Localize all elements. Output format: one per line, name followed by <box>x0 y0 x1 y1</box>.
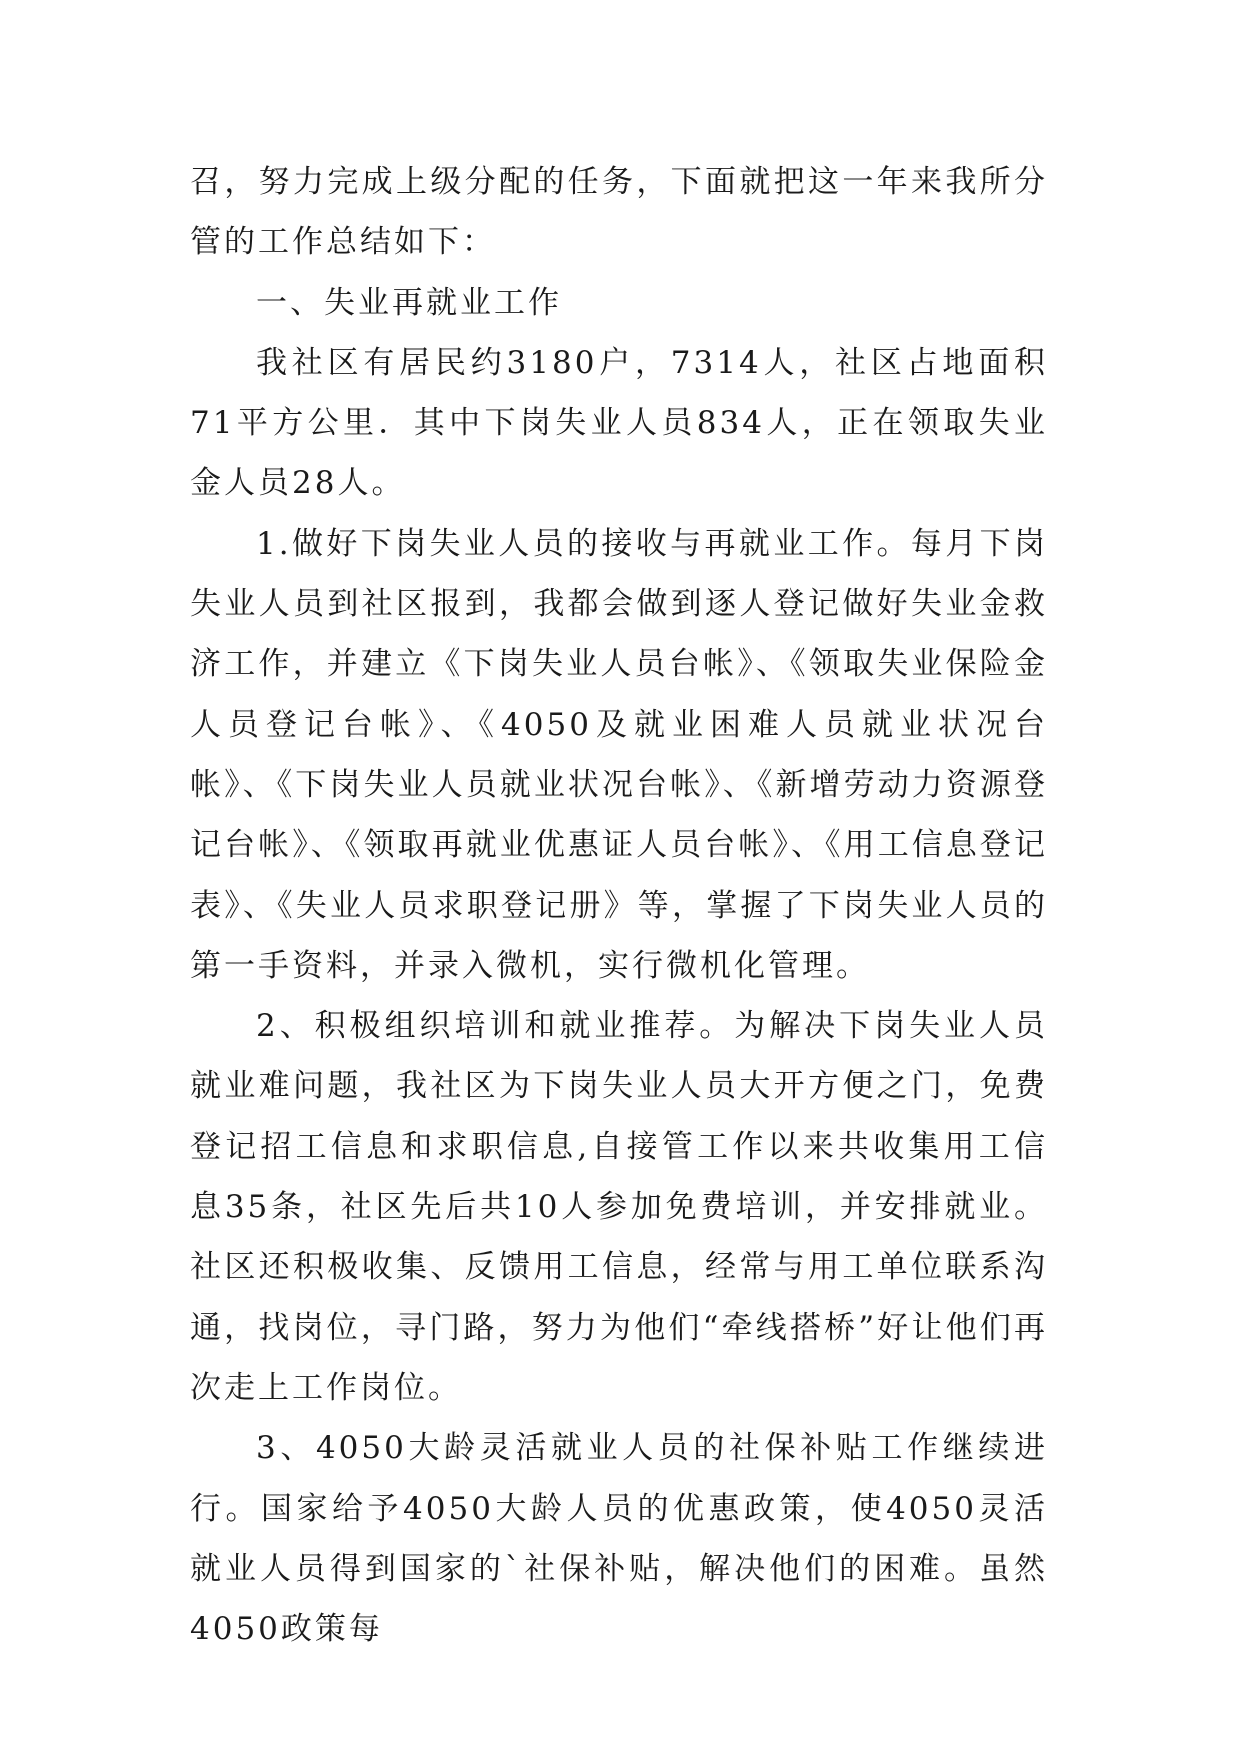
section-heading-unemployment: 一、失业再就业工作 <box>256 284 562 321</box>
document-page <box>190 152 1048 1659</box>
paragraph-item-2: 2、积极组织培训和就业推荐。为解决下岗失业人员就业难问题，我社区为下岗失业人员大开方便之门，免费登记招工信息和求职信息,自接管工作以来共收集用工信息35条，社区先后共10人参加免费培训，并安排就业。社区还积极收集、反馈用工信息，经常与用工单位联系沟通，找岗位，寻门路，努力为他们“牵线搭桥”好让他们再次走上工作岗位。 <box>190 1008 1048 1406</box>
paragraph-intro: 召，努力完成上级分配的任务，下面就把这一年来我所分管的工作总结如下： <box>190 164 1048 261</box>
paragraph-item-3: 3、4050大龄灵活就业人员的社保补贴工作继续进行。国家给予4050大龄人员的优惠政策，使4050灵活就业人员得到国家的`社保补贴，解决他们的困难。虽然4050政策每 <box>190 1430 1048 1648</box>
paragraph-community-stats: 我社区有居民约3180户，7314人，社区占地面积71平方公里．其中下岗失业人员834人，正在领取失业金人员28人。 <box>190 344 1048 502</box>
paragraph-item-1: 1.做好下岗失业人员的接收与再就业工作。每月下岗失业人员到社区报到，我都会做到逐人登记做好失业金救济工作，并建立《下岗失业人员台帐》、《领取失业保险金人员登记台帐》、《4050及就业困难人员就业状况台帐》、《下岗失业人员就业状况台帐》、《新增劳动力资源登记台帐》、《领取再就业优惠证人员台帐》、《用工信息登记表》、《失业人员求职登记册》等，掌握了下岗失业人员的第一手资料，并录入微机，实行微机化管理。 <box>190 525 1048 984</box>
